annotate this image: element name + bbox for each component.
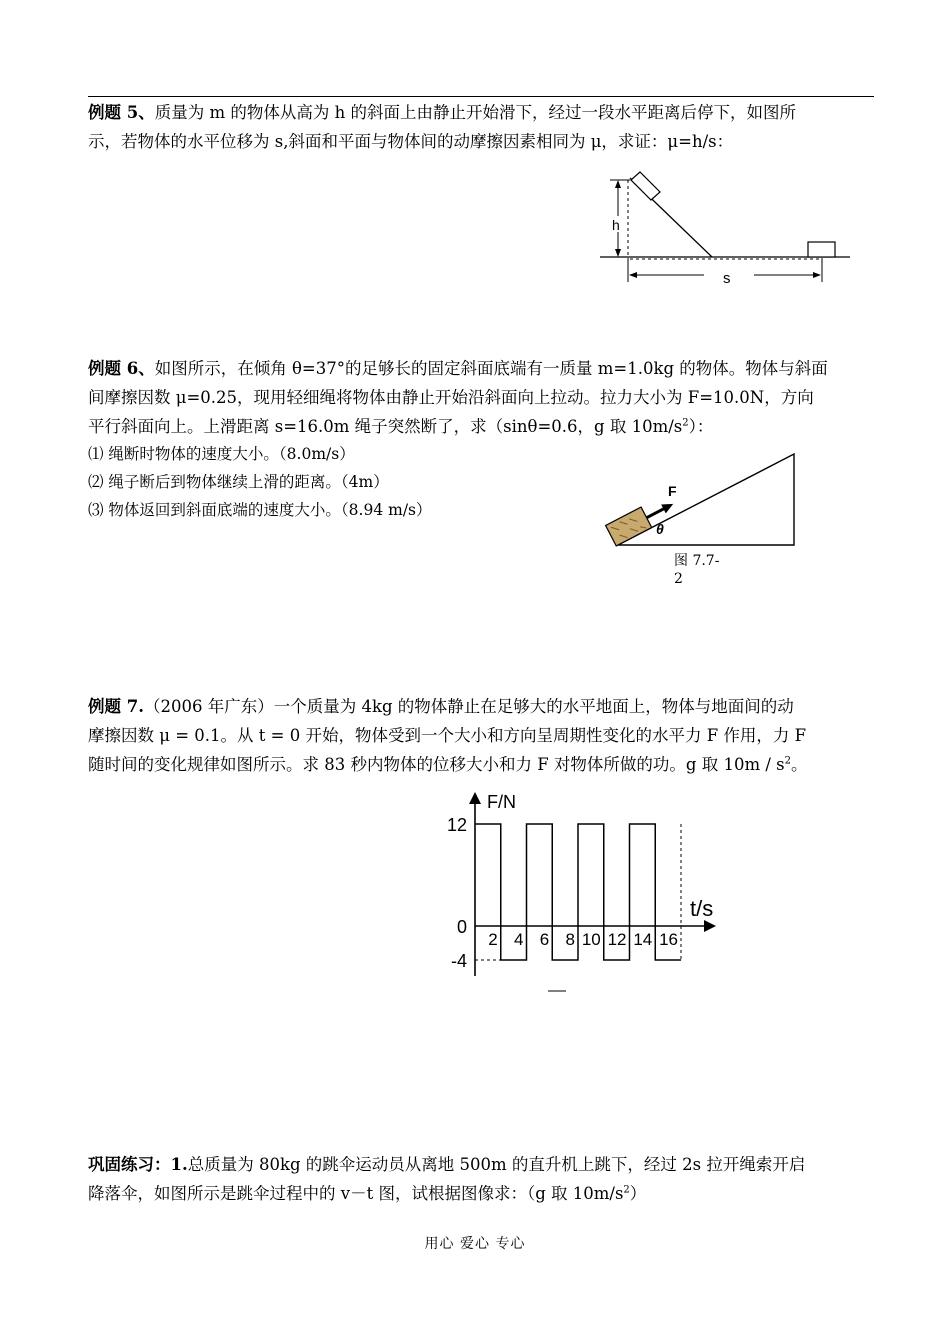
example-6-line-3: 平行斜面向上。上滑距离 s=16.0m 绳子突然断了，求（sinθ=0.6，g 取 $10m/s^2$）： <box>88 417 714 436</box>
y-axis-arrow <box>469 792 481 804</box>
angle-label: θ <box>656 521 664 537</box>
example-5-text <box>88 98 874 156</box>
x-tick-label: 2 <box>488 930 498 949</box>
y-tick-label: 0 <box>456 917 467 937</box>
example-7-label: 例题 7. <box>88 697 144 716</box>
example-6-question-1: ⑴ 绳断时物体的速度大小。（8.0m/s） <box>88 445 355 463</box>
x-tick-label: 4 <box>514 930 524 949</box>
practice-text <box>88 1150 874 1208</box>
force-label: F <box>668 483 677 499</box>
example-5-line-1: 例题 5、质量为 m 的物体从高为 h 的斜面上由静止开始滑下，经过一段水平距离后停下，如图所 <box>88 103 796 122</box>
practice-label: 巩固练习：1. <box>88 1155 188 1174</box>
example-7-line-1: 例题 7.（2006 年广东）一个质量为 4kg 的物体静止在足够大的水平地面上，物体与地面间的动 <box>88 697 794 716</box>
example-6-question-3: ⑶ 物体返回到斜面底端的速度大小。（8.94 m/s） <box>88 501 432 519</box>
x-tick-label: 16 <box>659 930 678 949</box>
y-tick-label: 12 <box>446 815 467 835</box>
y-tick-label: -4 <box>450 951 467 971</box>
h-label: h <box>612 217 620 233</box>
example-6-line-2: 间摩擦因数 μ=0.25，现用轻细绳将物体由静止开始沿斜面向上拉动。拉力大小为 F=10.0N，方向 <box>88 388 814 407</box>
x-tick-label: 10 <box>581 930 601 949</box>
example-7-line-2: 摩擦因数 μ = 0.1。从 t = 0 开始，物体受到一个大小和方向呈周期性变化的水平力 F 作用，力 F <box>88 726 807 745</box>
s-label: s <box>723 270 731 287</box>
page-footer: 用心 爱心 专心 <box>424 1236 526 1252</box>
example-6-incline-figure <box>604 450 800 550</box>
x-axis-label: t/s <box>690 896 714 921</box>
x-tick-label: 6 <box>539 930 550 949</box>
practice-line-1: 巩固练习：1.总质量为 80kg 的跳伞运动员从离地 500m 的直升机上跳下，经过 2s 拉开绳索开启 <box>88 1155 806 1174</box>
ground-block <box>808 242 835 257</box>
practice-line-2: 降落伞，如图所示是跳伞过程中的 v－t 图，试根据图像求：（g 取 $10m/s^2$） <box>88 1184 647 1203</box>
header-rule <box>88 96 874 97</box>
figure-mark <box>546 988 570 996</box>
example-7-text <box>88 692 874 779</box>
y-axis-label: F/N <box>487 792 516 812</box>
example-6-line-1: 例题 6、如图所示，在倾角 θ=37°的足够长的固定斜面底端有一质量 m=1.0kg 的物体。物体与斜面 <box>88 359 828 378</box>
example-5-line-2: 示，若物体的水平位移为 s,斜面和平面与物体间的动摩擦因素相同为 μ，求证：μ=h/s： <box>88 132 734 151</box>
example-5-label: 例题 5、 <box>88 103 155 122</box>
figure-caption: 图 7.7- 2 <box>674 553 720 587</box>
example-6-question-2: ⑵ 绳子断后到物体继续上滑的距离。（4m） <box>88 473 389 491</box>
example-7-line-3: 随时间的变化规律如图所示。求 83 秒内物体的位移大小和力 F 对物体所做的功。g 取 $10m / s^2$。 <box>88 755 808 774</box>
example-6-text <box>88 354 874 441</box>
x-tick-label: 8 <box>565 930 575 949</box>
force-time-chart <box>440 786 740 998</box>
example-5-figure <box>596 166 852 288</box>
x-tick-label: 14 <box>633 930 653 949</box>
x-tick-label: 12 <box>607 930 627 949</box>
example-6-label: 例题 6、 <box>88 359 155 378</box>
x-axis-arrow <box>704 920 716 932</box>
